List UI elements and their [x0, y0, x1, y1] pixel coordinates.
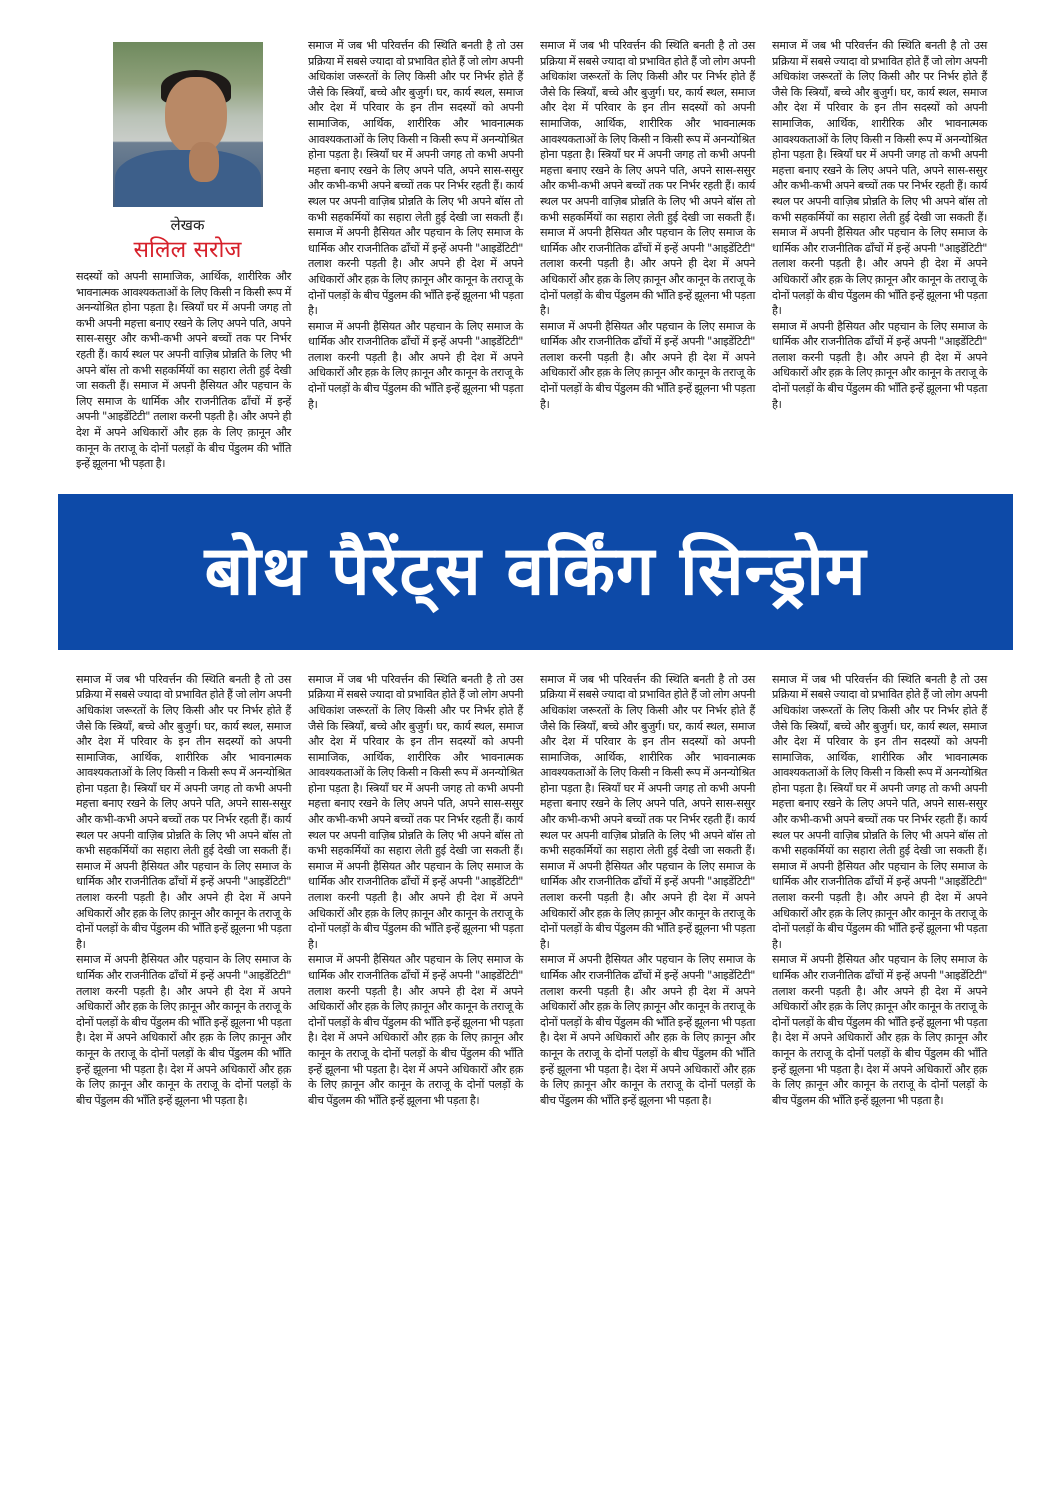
- paragraph: समाज में अपनी हैसियत और पहचान के लिए समाज के धार्मिक और राजनीतिक ढाँचों में इन्हें अपनी "आइडेंटिटी" तलाश करनी पड़ती है। और अपने ही देश में अपने अधिकारों और हक़ के लिए क़ानून और कानून के तराजू के दोनों पलड़ों के बीच पेंडुलम की भाँति इन्हें झूलना भी पड़ता है।: [540, 319, 755, 411]
- photo-shirt: [115, 150, 261, 207]
- article-column-7: [540, 672, 755, 1109]
- bottom-section: [0, 650, 1061, 1129]
- paragraph: समाज में जब भी परिवर्त्तन की स्थिति बनती है तो उस प्रक्रिया में सबसे ज्यादा वो प्रभावित होते हैं जो लोग अपनी अधिकांश जरूरतों के लिए किसी और पर निर्भर होते हैं जैसे कि स्त्रियाँ, बच्चे और बुजुर्ग। घर, कार्य स्थल, समाज और देश में परिवार के इन तीन सदस्यों को अपनी सामाजिक, आर्थिक, शारीरिक और भावनात्मक आवश्यकताओं के लिए किसी न किसी रूप में अनन्योश्रित होना पड़ता है। स्त्रियाँ घर में अपनी जगह तो कभी अपनी महत्ता बनाए रखने के लिए अपने पति, अपने सास-ससुर और कभी-कभी अपने बच्चों तक पर निर्भर रहती हैं। कार्य स्थल पर अपनी वाज़िब प्रोन्नति के लिए भी अपने बॉस तो कभी सहकर्मियों का सहारा लेती हुई देखी जा सकती हैं। समाज में अपनी हैसियत और पहचान के लिए समाज के धार्मिक और राजनीतिक ढाँचों में इन्हें अपनी "आइडेंटिटी" तलाश करनी पड़ती है। और अपने ही देश में अपने अधिकारों और हक़ के लिए क़ानून और कानून के तराजू के दोनों पलड़ों के बीच पेंडुलम की भाँति इन्हें झूलना भी पड़ता है।: [76, 672, 291, 951]
- paragraph: समाज में अपनी हैसियत और पहचान के लिए समाज के धार्मिक और राजनीतिक ढाँचों में इन्हें अपनी "आइडेंटिटी" तलाश करनी पड़ती है। और अपने ही देश में अपने अधिकारों और हक़ के लिए क़ानून और कानून के तराजू के दोनों पलड़ों के बीच पेंडुलम की भाँति इन्हें झूलना भी पड़ता है। देश में अपने अधिकारों और हक़ के लिए क़ानून और कानून के तराजू के दोनों पलड़ों के बीच पेंडुलम की भाँति इन्हें झूलना भी पड़ता है। देश में अपने अधिकारों और हक़ के लिए क़ानून और कानून के तराजू के दोनों पलड़ों के बीच पेंडुलम की भाँति इन्हें झूलना भी पड़ता है।: [772, 953, 987, 1107]
- article-column-4: [772, 38, 987, 412]
- author-label: लेखक: [170, 216, 205, 234]
- article-column-3: [540, 38, 755, 412]
- paragraph: सदस्यों को अपनी सामाजिक, आर्थिक, शारीरिक और भावनात्मक आवश्यकताओं के लिए किसी न किसी रूप में अनन्योश्रित होना पड़ता है। स्त्रियाँ घर में अपनी जगह तो कभी अपनी महत्ता बनाए रखने के लिए अपने पति, अपने सास-ससुर और कभी-कभी अपने बच्चों तक पर निर्भर रहती हैं। कार्य स्थल पर अपनी वाज़िब प्रोन्नति के लिए भी अपने बॉस तो कभी सहकर्मियों का सहारा लेती हुई देखी जा सकती हैं। समाज में अपनी हैसियत और पहचान के लिए समाज के धार्मिक और राजनीतिक ढाँचों में इन्हें अपनी "आइडेंटिटी" तलाश करनी पड़ती है। और अपने ही देश में अपने अधिकारों और हक़ के लिए क़ानून और कानून के तराजू के दोनों पलड़ों के बीच पेंडुलम की भाँति इन्हें झूलना भी पड़ता है।: [76, 270, 291, 471]
- headline: बोथ पैरेंट्स वर्किंग सिन्ड्रोम: [204, 531, 867, 611]
- photo-hand: [189, 142, 219, 182]
- paragraph: समाज में जब भी परिवर्त्तन की स्थिति बनती है तो उस प्रक्रिया में सबसे ज्यादा वो प्रभावित होते हैं जो लोग अपनी अधिकांश जरूरतों के लिए किसी और पर निर्भर होते हैं जैसे कि स्त्रियाँ, बच्चे और बुजुर्ग। घर, कार्य स्थल, समाज और देश में परिवार के इन तीन सदस्यों को अपनी सामाजिक, आर्थिक, शारीरिक और भावनात्मक आवश्यकताओं के लिए किसी न किसी रूप में अनन्योश्रित होना पड़ता है। स्त्रियाँ घर में अपनी जगह तो कभी अपनी महत्ता बनाए रखने के लिए अपने पति, अपने सास-ससुर और कभी-कभी अपने बच्चों तक पर निर्भर रहती हैं। कार्य स्थल पर अपनी वाज़िब प्रोन्नति के लिए भी अपने बॉस तो कभी सहकर्मियों का सहारा लेती हुई देखी जा सकती हैं। समाज में अपनी हैसियत और पहचान के लिए समाज के धार्मिक और राजनीतिक ढाँचों में इन्हें अपनी "आइडेंटिटी" तलाश करनी पड़ती है। और अपने ही देश में अपने अधिकारों और हक़ के लिए क़ानून और कानून के तराजू के दोनों पलड़ों के बीच पेंडुलम की भाँति इन्हें झूलना भी पड़ता है।: [540, 672, 755, 951]
- author-card: [100, 38, 275, 269]
- article-column-5: [76, 672, 291, 1109]
- paragraph: समाज में जब भी परिवर्त्तन की स्थिति बनती है तो उस प्रक्रिया में सबसे ज्यादा वो प्रभावित होते हैं जो लोग अपनी अधिकांश जरूरतों के लिए किसी और पर निर्भर होते हैं जैसे कि स्त्रियाँ, बच्चे और बुजुर्ग। घर, कार्य स्थल, समाज और देश में परिवार के इन तीन सदस्यों को अपनी सामाजिक, आर्थिक, शारीरिक और भावनात्मक आवश्यकताओं के लिए किसी न किसी रूप में अनन्योश्रित होना पड़ता है। स्त्रियाँ घर में अपनी जगह तो कभी अपनी महत्ता बनाए रखने के लिए अपने पति, अपने सास-ससुर और कभी-कभी अपने बच्चों तक पर निर्भर रहती हैं। कार्य स्थल पर अपनी वाज़िब प्रोन्नति के लिए भी अपने बॉस तो कभी सहकर्मियों का सहारा लेती हुई देखी जा सकती हैं। समाज में अपनी हैसियत और पहचान के लिए समाज के धार्मिक और राजनीतिक ढाँचों में इन्हें अपनी "आइडेंटिटी" तलाश करनी पड़ती है। और अपने ही देश में अपने अधिकारों और हक़ के लिए क़ानून और कानून के तराजू के दोनों पलड़ों के बीच पेंडुलम की भाँति इन्हें झूलना भी पड़ता है।: [308, 39, 523, 318]
- paragraph: समाज में अपनी हैसियत और पहचान के लिए समाज के धार्मिक और राजनीतिक ढाँचों में इन्हें अपनी "आइडेंटिटी" तलाश करनी पड़ती है। और अपने ही देश में अपने अधिकारों और हक़ के लिए क़ानून और कानून के तराजू के दोनों पलड़ों के बीच पेंडुलम की भाँति इन्हें झूलना भी पड़ता है।: [308, 319, 523, 411]
- paragraph: समाज में अपनी हैसियत और पहचान के लिए समाज के धार्मिक और राजनीतिक ढाँचों में इन्हें अपनी "आइडेंटिटी" तलाश करनी पड़ती है। और अपने ही देश में अपने अधिकारों और हक़ के लिए क़ानून और कानून के तराजू के दोनों पलड़ों के बीच पेंडुलम की भाँति इन्हें झूलना भी पड़ता है। देश में अपने अधिकारों और हक़ के लिए क़ानून और कानून के तराजू के दोनों पलड़ों के बीच पेंडुलम की भाँति इन्हें झूलना भी पड़ता है। देश में अपने अधिकारों और हक़ के लिए क़ानून और कानून के तराजू के दोनों पलड़ों के बीच पेंडुलम की भाँति इन्हें झूलना भी पड़ता है।: [308, 953, 523, 1107]
- paragraph: समाज में अपनी हैसियत और पहचान के लिए समाज के धार्मिक और राजनीतिक ढाँचों में इन्हें अपनी "आइडेंटिटी" तलाश करनी पड़ती है। और अपने ही देश में अपने अधिकारों और हक़ के लिए क़ानून और कानून के तराजू के दोनों पलड़ों के बीच पेंडुलम की भाँति इन्हें झूलना भी पड़ता है। देश में अपने अधिकारों और हक़ के लिए क़ानून और कानून के तराजू के दोनों पलड़ों के बीच पेंडुलम की भाँति इन्हें झूलना भी पड़ता है। देश में अपने अधिकारों और हक़ के लिए क़ानून और कानून के तराजू के दोनों पलड़ों के बीच पेंडुलम की भाँति इन्हें झूलना भी पड़ता है।: [540, 953, 755, 1107]
- paragraph: समाज में अपनी हैसियत और पहचान के लिए समाज के धार्मिक और राजनीतिक ढाँचों में इन्हें अपनी "आइडेंटिटी" तलाश करनी पड़ती है। और अपने ही देश में अपने अधिकारों और हक़ के लिए क़ानून और कानून के तराजू के दोनों पलड़ों के बीच पेंडुलम की भाँति इन्हें झूलना भी पड़ता है। देश में अपने अधिकारों और हक़ के लिए क़ानून और कानून के तराजू के दोनों पलड़ों के बीच पेंडुलम की भाँति इन्हें झूलना भी पड़ता है। देश में अपने अधिकारों और हक़ के लिए क़ानून और कानून के तराजू के दोनों पलड़ों के बीच पेंडुलम की भाँति इन्हें झूलना भी पड़ता है।: [76, 953, 291, 1107]
- paragraph: समाज में जब भी परिवर्त्तन की स्थिति बनती है तो उस प्रक्रिया में सबसे ज्यादा वो प्रभावित होते हैं जो लोग अपनी अधिकांश जरूरतों के लिए किसी और पर निर्भर होते हैं जैसे कि स्त्रियाँ, बच्चे और बुजुर्ग। घर, कार्य स्थल, समाज और देश में परिवार के इन तीन सदस्यों को अपनी सामाजिक, आर्थिक, शारीरिक और भावनात्मक आवश्यकताओं के लिए किसी न किसी रूप में अनन्योश्रित होना पड़ता है। स्त्रियाँ घर में अपनी जगह तो कभी अपनी महत्ता बनाए रखने के लिए अपने पति, अपने सास-ससुर और कभी-कभी अपने बच्चों तक पर निर्भर रहती हैं। कार्य स्थल पर अपनी वाज़िब प्रोन्नति के लिए भी अपने बॉस तो कभी सहकर्मियों का सहारा लेती हुई देखी जा सकती हैं। समाज में अपनी हैसियत और पहचान के लिए समाज के धार्मिक और राजनीतिक ढाँचों में इन्हें अपनी "आइडेंटिटी" तलाश करनी पड़ती है। और अपने ही देश में अपने अधिकारों और हक़ के लिए क़ानून और कानून के तराजू के दोनों पलड़ों के बीच पेंडुलम की भाँति इन्हें झूलना भी पड़ता है।: [308, 672, 523, 951]
- author-photo: [113, 42, 263, 207]
- top-section: [0, 0, 1061, 472]
- article-column-1: [76, 269, 291, 472]
- paragraph: समाज में जब भी परिवर्त्तन की स्थिति बनती है तो उस प्रक्रिया में सबसे ज्यादा वो प्रभावित होते हैं जो लोग अपनी अधिकांश जरूरतों के लिए किसी और पर निर्भर होते हैं जैसे कि स्त्रियाँ, बच्चे और बुजुर्ग। घर, कार्य स्थल, समाज और देश में परिवार के इन तीन सदस्यों को अपनी सामाजिक, आर्थिक, शारीरिक और भावनात्मक आवश्यकताओं के लिए किसी न किसी रूप में अनन्योश्रित होना पड़ता है। स्त्रियाँ घर में अपनी जगह तो कभी अपनी महत्ता बनाए रखने के लिए अपने पति, अपने सास-ससुर और कभी-कभी अपने बच्चों तक पर निर्भर रहती हैं। कार्य स्थल पर अपनी वाज़िब प्रोन्नति के लिए भी अपने बॉस तो कभी सहकर्मियों का सहारा लेती हुई देखी जा सकती हैं। समाज में अपनी हैसियत और पहचान के लिए समाज के धार्मिक और राजनीतिक ढाँचों में इन्हें अपनी "आइडेंटिटी" तलाश करनी पड़ती है। और अपने ही देश में अपने अधिकारों और हक़ के लिए क़ानून और कानून के तराजू के दोनों पलड़ों के बीच पेंडुलम की भाँति इन्हें झूलना भी पड़ता है।: [772, 672, 987, 951]
- paragraph: समाज में जब भी परिवर्त्तन की स्थिति बनती है तो उस प्रक्रिया में सबसे ज्यादा वो प्रभावित होते हैं जो लोग अपनी अधिकांश जरूरतों के लिए किसी और पर निर्भर होते हैं जैसे कि स्त्रियाँ, बच्चे और बुजुर्ग। घर, कार्य स्थल, समाज और देश में परिवार के इन तीन सदस्यों को अपनी सामाजिक, आर्थिक, शारीरिक और भावनात्मक आवश्यकताओं के लिए किसी न किसी रूप में अनन्योश्रित होना पड़ता है। स्त्रियाँ घर में अपनी जगह तो कभी अपनी महत्ता बनाए रखने के लिए अपने पति, अपने सास-ससुर और कभी-कभी अपने बच्चों तक पर निर्भर रहती हैं। कार्य स्थल पर अपनी वाज़िब प्रोन्नति के लिए भी अपने बॉस तो कभी सहकर्मियों का सहारा लेती हुई देखी जा सकती हैं। समाज में अपनी हैसियत और पहचान के लिए समाज के धार्मिक और राजनीतिक ढाँचों में इन्हें अपनी "आइडेंटिटी" तलाश करनी पड़ती है। और अपने ही देश में अपने अधिकारों और हक़ के लिए क़ानून और कानून के तराजू के दोनों पलड़ों के बीच पेंडुलम की भाँति इन्हें झूलना भी पड़ता है।: [772, 39, 987, 318]
- paragraph: समाज में अपनी हैसियत और पहचान के लिए समाज के धार्मिक और राजनीतिक ढाँचों में इन्हें अपनी "आइडेंटिटी" तलाश करनी पड़ती है। और अपने ही देश में अपने अधिकारों और हक़ के लिए क़ानून और कानून के तराजू के दोनों पलड़ों के बीच पेंडुलम की भाँति इन्हें झूलना भी पड़ता है।: [772, 319, 987, 411]
- paragraph: समाज में जब भी परिवर्त्तन की स्थिति बनती है तो उस प्रक्रिया में सबसे ज्यादा वो प्रभावित होते हैं जो लोग अपनी अधिकांश जरूरतों के लिए किसी और पर निर्भर होते हैं जैसे कि स्त्रियाँ, बच्चे और बुजुर्ग। घर, कार्य स्थल, समाज और देश में परिवार के इन तीन सदस्यों को अपनी सामाजिक, आर्थिक, शारीरिक और भावनात्मक आवश्यकताओं के लिए किसी न किसी रूप में अनन्योश्रित होना पड़ता है। स्त्रियाँ घर में अपनी जगह तो कभी अपनी महत्ता बनाए रखने के लिए अपने पति, अपने सास-ससुर और कभी-कभी अपने बच्चों तक पर निर्भर रहती हैं। कार्य स्थल पर अपनी वाज़िब प्रोन्नति के लिए भी अपने बॉस तो कभी सहकर्मियों का सहारा लेती हुई देखी जा सकती हैं। समाज में अपनी हैसियत और पहचान के लिए समाज के धार्मिक और राजनीतिक ढाँचों में इन्हें अपनी "आइडेंटिटी" तलाश करनी पड़ती है। और अपने ही देश में अपने अधिकारों और हक़ के लिए क़ानून और कानून के तराजू के दोनों पलड़ों के बीच पेंडुलम की भाँति इन्हें झूलना भी पड़ता है।: [540, 39, 755, 318]
- author-column: [76, 38, 291, 472]
- headline-banner: [58, 494, 1013, 650]
- article-column-6: [308, 672, 523, 1109]
- article-column-8: [772, 672, 987, 1109]
- author-name: सलिल सरोज: [133, 237, 242, 263]
- article-column-2: [308, 38, 523, 412]
